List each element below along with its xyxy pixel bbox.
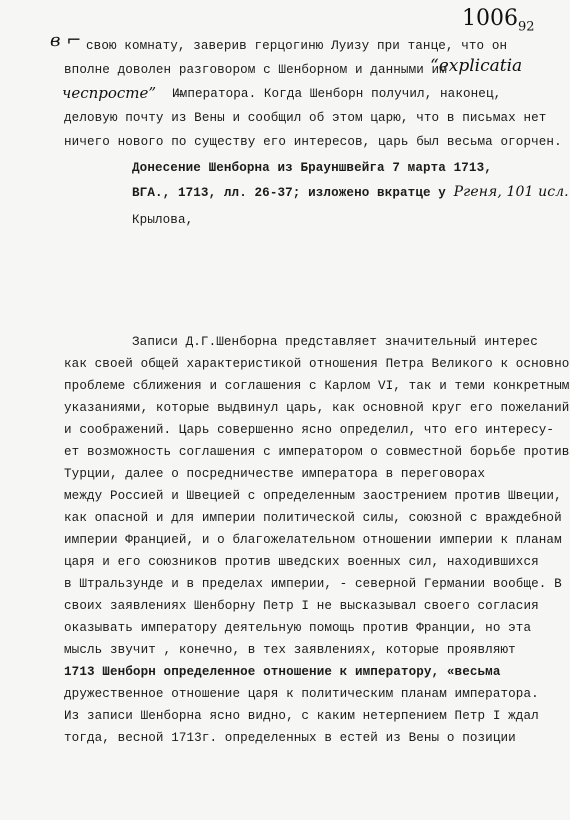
citation-line-1: Донесение Шенборна из Брауншвейга 7 марта 1713,: [132, 161, 492, 175]
text-line-24: тогда, весной 1713г. определенных в естей из Вены о позиции: [64, 731, 516, 745]
page-number-handwritten: [462, 6, 535, 34]
page-number-sub: 92: [518, 19, 535, 35]
text-line-5: ничего нового по существу его интересов, царь был весьма огорчен.: [64, 135, 562, 149]
citation-text: ВГА., 1713, лл. 26-37; изложено вкратце у: [132, 186, 446, 200]
text-line-4: деловую почту из Вены и сообщил об этом царю, что в письмах нет: [64, 111, 547, 125]
text-line-12: Турции, далее о посредничестве императора в переговорах: [64, 467, 486, 481]
text-line-23: Из записи Шенборна ясно видно, с каким нетерпением Петр I ждал: [64, 709, 539, 723]
text-line-16: царя и его союзников против шведских военных сил, находившихся: [64, 555, 539, 569]
citation-line-3: Крылова,: [132, 213, 194, 227]
text-line-8: проблеме сближения и соглашения с Карлом VI, так и теми конкретным: [64, 379, 570, 393]
text-line-11: ет возможность соглашения с императором о совместной борьбе против: [64, 445, 570, 459]
text-line-17: в Штральзунде и в пределах империи, - северной Германии вообще. В: [64, 577, 562, 591]
text-line-13: между Россией и Швецией с определенным заострением против Швеции,: [64, 489, 562, 503]
text-line-7: как своей общей характеристикой отношения Петра Великого к основно: [64, 357, 570, 371]
text-line-6: Записи Д.Г.Шенборна представляет значительный интерес: [132, 335, 538, 349]
text-line-22: дружественное отношение царя к политическим планам императора.: [64, 687, 539, 701]
text-line-20: мысль звучит , конечно, в тех заявлениях, которые проявляют: [64, 643, 516, 657]
text-line-19: оказывать императору деятельную помощь против Франции, но эта: [64, 621, 532, 635]
text-line-2: вполне доволен разговором с Шенборном и данными им: [64, 63, 447, 77]
text-line-3: И̶мператора. Когда Шенборн получил, наконец,: [172, 87, 502, 101]
citation-line-2: [132, 184, 569, 201]
citation-handwritten: Ргеня, 101 исл.: [453, 184, 569, 200]
text-line-9: указаниями, которые выдвинул царь, как основной круг его пожеланий: [64, 401, 570, 415]
text-line-14: как опасной и для империи политической силы, союзной с враждебной: [64, 511, 562, 525]
text-line-21: 1713 Шенборн определенное отношение к императору, «весьма: [64, 665, 501, 679]
text-line-1: свою комнату, заверив герцогиню Луизу при танце, что он: [86, 39, 508, 53]
margin-note-top-left: в ⌐: [50, 30, 82, 51]
page-number: 1006: [462, 6, 518, 31]
text-line-18: своих заявлениях Шенборну Петр I не высказывал своего согласия: [64, 599, 539, 613]
margin-note-explicatia: “explicatia: [430, 56, 523, 76]
text-line-15: империи Францией, и о благожелательном отношении империи к планам: [64, 533, 562, 547]
text-line-10: и соображений. Царь совершенно ясно определил, что его интересу-: [64, 423, 555, 437]
margin-note-vesprocte: чеспросте”: [62, 84, 157, 102]
